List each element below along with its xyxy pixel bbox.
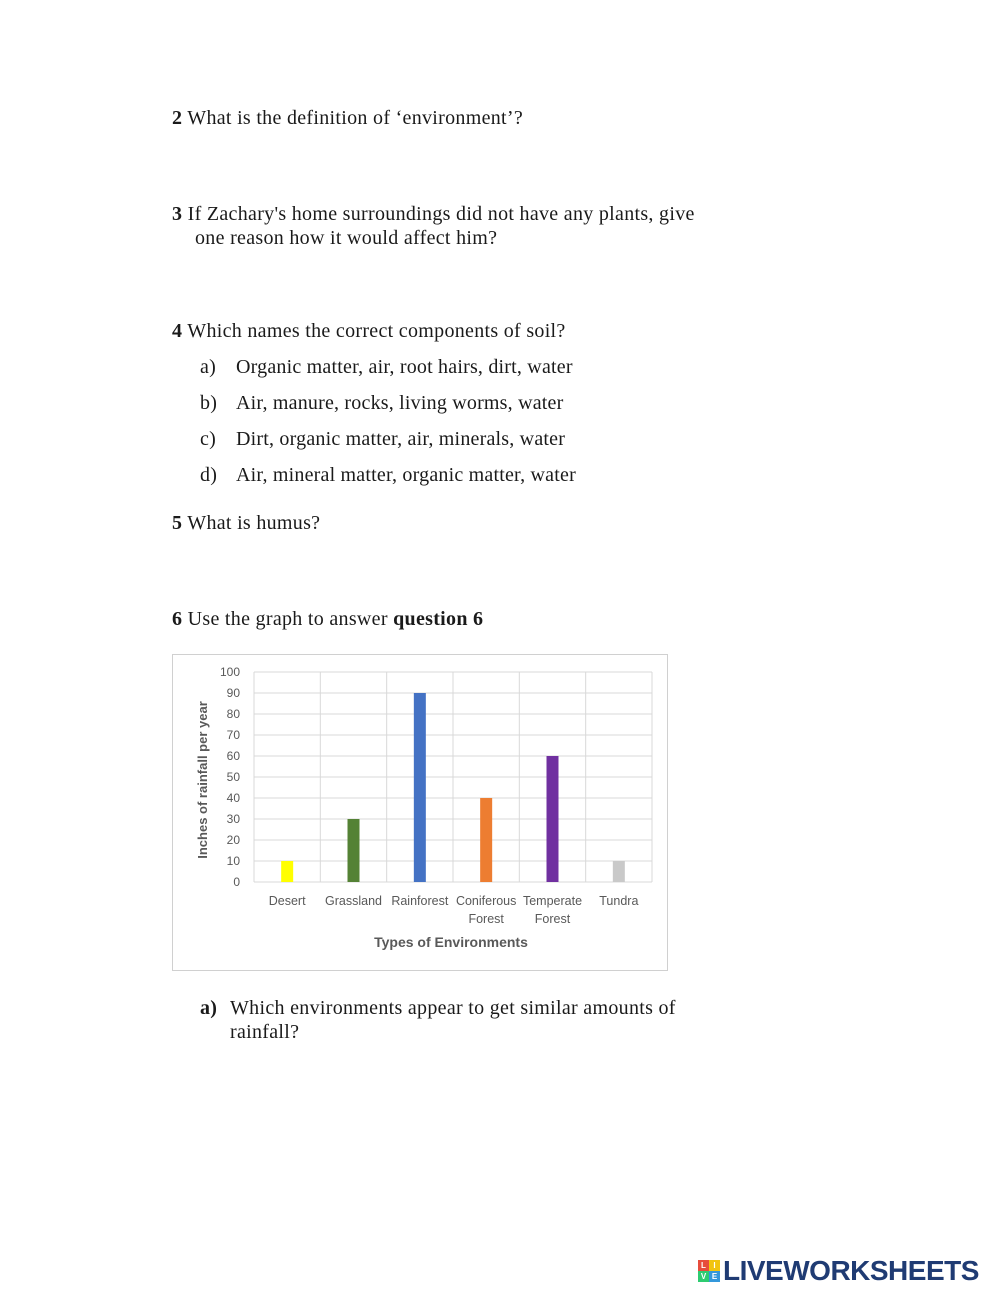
y-tick-label: 60 bbox=[226, 749, 240, 763]
x-tick-label: Desert bbox=[268, 894, 306, 908]
bar-tundra bbox=[613, 861, 625, 882]
x-tick-label: Rainforest bbox=[391, 894, 449, 908]
bar-rainforest bbox=[414, 693, 426, 882]
question-6 bbox=[172, 607, 483, 631]
y-tick-label: 80 bbox=[226, 707, 240, 721]
question-6-number: 6 bbox=[172, 608, 183, 630]
y-tick-label: 30 bbox=[226, 812, 240, 826]
sub-a-text: Which environments appear to get similar amounts of rainfall? bbox=[230, 997, 676, 1043]
question-4-text: Which names the correct components of soil? bbox=[187, 320, 566, 342]
bar-desert bbox=[281, 861, 293, 882]
bar-coniferous bbox=[480, 798, 492, 882]
bar-temperate bbox=[547, 756, 559, 882]
x-tick-label: Grassland bbox=[325, 894, 382, 908]
question-4-option-c[interactable] bbox=[200, 427, 565, 451]
bar-grassland bbox=[348, 819, 360, 882]
question-6-text: Use the graph to answer bbox=[187, 608, 388, 630]
y-tick-label: 40 bbox=[226, 791, 240, 805]
option-text: Air, mineral matter, organic matter, water bbox=[236, 464, 576, 486]
y-tick-label: 0 bbox=[233, 875, 240, 889]
question-5 bbox=[172, 511, 320, 535]
question-6-bold-text: question 6 bbox=[393, 608, 484, 630]
x-tick-label: Forest bbox=[534, 912, 571, 926]
sub-a-letter: a) bbox=[200, 997, 218, 1019]
option-text: Dirt, organic matter, air, minerals, water bbox=[236, 428, 566, 450]
option-letter: d) bbox=[200, 464, 218, 486]
rainfall-chart bbox=[172, 654, 668, 971]
question-3-text-line1: If Zachary's home surroundings did not have any plants, give bbox=[187, 203, 695, 225]
x-tick-label: Tundra bbox=[599, 894, 639, 908]
question-4-option-d[interactable] bbox=[200, 463, 576, 487]
question-2-number: 2 bbox=[172, 107, 183, 129]
option-letter: a) bbox=[200, 356, 216, 378]
question-6-sub-a bbox=[200, 996, 730, 1044]
y-axis-label: Inches of rainfall per year bbox=[195, 701, 210, 859]
question-3-number: 3 bbox=[172, 203, 183, 225]
y-axis-ticks bbox=[220, 665, 240, 889]
y-tick-label: 90 bbox=[226, 686, 240, 700]
question-4 bbox=[172, 319, 566, 343]
liveworksheets-logo-icon bbox=[698, 1260, 720, 1282]
y-tick-label: 10 bbox=[226, 854, 240, 868]
logo-icon-letter: I bbox=[709, 1260, 720, 1271]
question-3-text-line2: one reason how it would affect him? bbox=[195, 227, 498, 249]
question-2 bbox=[172, 106, 523, 130]
y-tick-label: 100 bbox=[219, 665, 240, 679]
liveworksheets-logo-text: LIVEWORKSHEETS bbox=[723, 1255, 979, 1286]
chart-grid bbox=[254, 672, 652, 882]
option-letter: b) bbox=[200, 392, 218, 414]
liveworksheets-logo bbox=[698, 1256, 979, 1286]
logo-icon-letter: E bbox=[709, 1271, 720, 1282]
rainfall-chart-svg bbox=[173, 655, 669, 972]
y-tick-label: 50 bbox=[226, 770, 240, 784]
x-tick-label: Temperate bbox=[522, 894, 583, 908]
x-tick-label: Coniferous bbox=[455, 894, 517, 908]
question-3 bbox=[172, 202, 695, 250]
question-4-number: 4 bbox=[172, 320, 183, 342]
question-4-option-a[interactable] bbox=[200, 355, 573, 379]
option-text: Organic matter, air, root hairs, dirt, water bbox=[236, 356, 573, 378]
y-tick-label: 20 bbox=[226, 833, 240, 847]
question-2-text: What is the definition of ‘environment’? bbox=[187, 107, 524, 129]
x-axis-label: Types of Environments bbox=[374, 934, 528, 950]
question-5-text: What is humus? bbox=[187, 512, 321, 534]
x-axis-ticks bbox=[269, 894, 639, 926]
option-letter: c) bbox=[200, 428, 216, 450]
y-tick-label: 70 bbox=[226, 728, 240, 742]
option-text: Air, manure, rocks, living worms, water bbox=[236, 392, 564, 414]
logo-icon-letter: L bbox=[698, 1260, 709, 1271]
question-4-option-b[interactable] bbox=[200, 391, 563, 415]
logo-icon-letter: V bbox=[698, 1271, 709, 1282]
x-tick-label: Forest bbox=[468, 912, 504, 926]
question-5-number: 5 bbox=[172, 512, 183, 534]
